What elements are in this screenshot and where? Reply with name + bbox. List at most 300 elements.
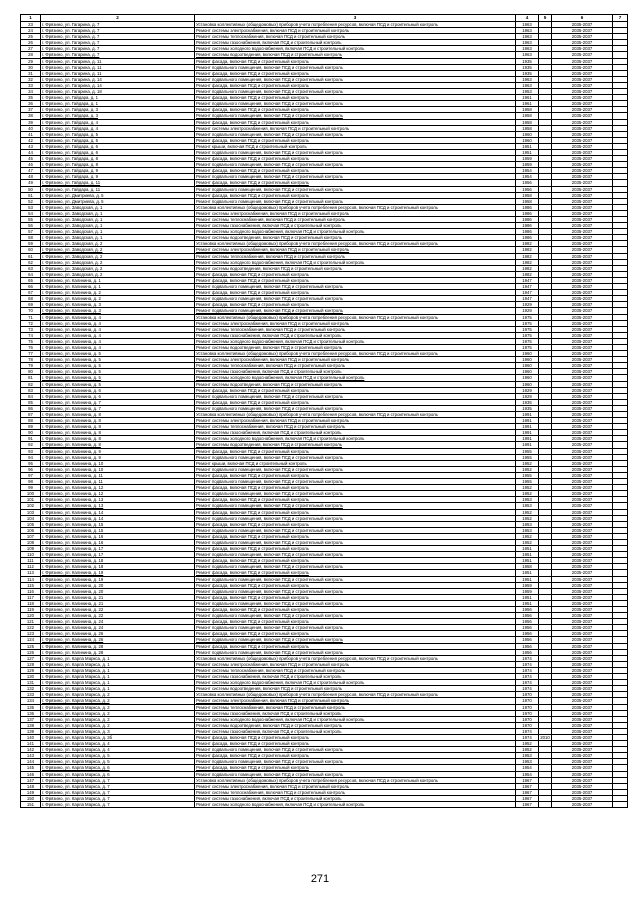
- work-type-cell: Ремонт подвального помещения, включая ПСД и строительный контроль: [195, 405, 516, 411]
- build-year-cell: 1952: [516, 539, 539, 545]
- planned-period-cell: 2035-2037: [552, 686, 613, 692]
- work-type-cell: Ремонт подвального помещения, включая ПСД и строительный контроль: [195, 198, 516, 204]
- row-number: 127: [21, 655, 41, 661]
- address-cell: г. Фрязино, ул. Гайдара, д. 6: [41, 149, 195, 155]
- build-year-cell: 1960: [516, 375, 539, 381]
- work-type-cell: Ремонт системы водоотведения, включая ПСД и строительный контроль: [195, 686, 516, 692]
- build-year-cell: 1970: [516, 716, 539, 722]
- address-cell: г. Фрязино, ул. Калинина, д. 4: [41, 338, 195, 344]
- planned-period-cell: 2035-2037: [552, 503, 613, 509]
- work-type-cell: Ремонт фасада, включая ПСД и строительный контроль: [195, 734, 516, 740]
- row-number: 90: [21, 430, 41, 436]
- address-cell: г. Фрязино, ул. Калинина, д. 8: [41, 430, 195, 436]
- column-header-4: 4: [516, 15, 539, 22]
- row-number: 106: [21, 527, 41, 533]
- address-cell: г. Фрязино, ул. Калинина, д. 4: [41, 344, 195, 350]
- row-number: 135: [21, 704, 41, 710]
- planned-period-cell: 2035-2037: [552, 363, 613, 369]
- row-number: 43: [21, 143, 41, 149]
- row-number: 79: [21, 363, 41, 369]
- address-cell: г. Фрязино, ул. Карла Маркса, д. 4: [41, 747, 195, 753]
- build-year-cell: 1952: [516, 485, 539, 491]
- row-number: 84: [21, 393, 41, 399]
- work-type-cell: Ремонт крыши, включая ПСД и строительный контроль: [195, 460, 516, 466]
- planned-period-cell: 2035-2037: [552, 649, 613, 655]
- work-type-cell: Ремонт подвального помещения, включая ПСД и строительный контроль: [195, 479, 516, 485]
- work-type-cell: Ремонт системы водоотведения, включая ПСД и строительный контроль: [195, 265, 516, 271]
- address-cell: г. Фрязино, ул. Карла Маркса, д. 5: [41, 753, 195, 759]
- build-year-cell: 1991: [516, 442, 539, 448]
- work-type-cell: Ремонт фасада, включая ПСД и строительный контроль: [195, 58, 516, 64]
- address-cell: г. Фрязино, ул. Карла Маркса, д. 1: [41, 655, 195, 661]
- build-year-cell: 1952: [516, 533, 539, 539]
- planned-period-cell: 2035-2037: [552, 802, 613, 808]
- address-cell: г. Фрязино, ул. Карла Маркса, д. 2: [41, 704, 195, 710]
- row-number: 92: [21, 442, 41, 448]
- build-year-cell: 1986: [516, 229, 539, 235]
- work-type-cell: Ремонт подвального помещения, включая ПСД и строительный контроль: [195, 284, 516, 290]
- planned-period-cell: 2035-2037: [552, 588, 613, 594]
- build-year-cell: 1982: [516, 271, 539, 277]
- address-cell: г. Фрязино, ул. Заводская, д. 1: [41, 217, 195, 223]
- work-type-cell: Ремонт подвального помещения, включая ПСД и строительный контроль: [195, 649, 516, 655]
- planned-period-cell: 2035-2037: [552, 448, 613, 454]
- address-cell: г. Фрязино, ул. Гайдара, д. 11: [41, 180, 195, 186]
- work-type-cell: Ремонт системы газоснабжения, включая ПСД и строительный контроль: [195, 430, 516, 436]
- row-number: 27: [21, 46, 41, 52]
- build-year-cell: 1953: [516, 759, 539, 765]
- row-number: 42: [21, 137, 41, 143]
- build-year-cell: 1952: [516, 460, 539, 466]
- build-year-cell: 1963: [516, 34, 539, 40]
- address-cell: г. Фрязино, ул. Калинина, д. 12: [41, 491, 195, 497]
- planned-period-cell: 2035-2037: [552, 527, 613, 533]
- row-number: 86: [21, 405, 41, 411]
- planned-period-cell: 2035-2037: [552, 412, 613, 418]
- address-cell: г. Фрязино, ул. Карла Маркса, д. 5: [41, 759, 195, 765]
- row-number: 67: [21, 290, 41, 296]
- address-cell: г. Фрязино, ул. Гагарина, д. 14: [41, 76, 195, 82]
- row-number: 78: [21, 357, 41, 363]
- row-number: 62: [21, 259, 41, 265]
- row-number: 44: [21, 149, 41, 155]
- address-cell: г. Фрязино, ул. Карла Маркса, д. 7: [41, 777, 195, 783]
- work-type-cell: Ремонт фасада, включая ПСД и строительный контроль: [195, 631, 516, 637]
- address-cell: г. Фрязино, ул. Гайдара, д. 4: [41, 119, 195, 125]
- address-cell: г. Фрязино, ул. Гайдара, д. 9: [41, 168, 195, 174]
- planned-period-cell: 2035-2037: [552, 747, 613, 753]
- build-year-cell: 1956: [516, 649, 539, 655]
- work-type-cell: Ремонт фасада, включая ПСД и строительный контроль: [195, 277, 516, 283]
- planned-period-cell: 2035-2037: [552, 594, 613, 600]
- work-type-cell: Ремонт системы электроснабжения, включая ПСД и строительный контроль: [195, 320, 516, 326]
- planned-period-cell: 2035-2037: [552, 442, 613, 448]
- build-year-cell: 1986: [516, 204, 539, 210]
- row-number: 64: [21, 271, 41, 277]
- build-year-cell: 1959: [516, 582, 539, 588]
- row-number: 111: [21, 558, 41, 564]
- row-number: 31: [21, 70, 41, 76]
- work-type-cell: Ремонт фасада, включая ПСД и строительный контроль: [195, 521, 516, 527]
- build-year-cell: 1961: [516, 101, 539, 107]
- planned-period-cell: 2035-2037: [552, 491, 613, 497]
- planned-period-cell: 2035-2037: [552, 405, 613, 411]
- planned-period-cell: 2035-2037: [552, 22, 613, 28]
- work-type-cell: Ремонт фасада, включая ПСД и строительный контроль: [195, 619, 516, 625]
- address-cell: г. Фрязино, ул. Карла Маркса, д. 1: [41, 680, 195, 686]
- planned-period-cell: 2035-2037: [552, 509, 613, 515]
- row-number: 33: [21, 82, 41, 88]
- row-number: 83: [21, 387, 41, 393]
- planned-period-cell: 2035-2037: [552, 180, 613, 186]
- address-cell: г. Фрязино, ул. Калинина, д. 28: [41, 643, 195, 649]
- row-number: 120: [21, 613, 41, 619]
- address-cell: г. Фрязино, ул. Калинина, д. 18: [41, 558, 195, 564]
- planned-period-cell: 2035-2037: [552, 119, 613, 125]
- build-year-cell: 1958: [516, 125, 539, 131]
- work-type-cell: Ремонт фасада, включая ПСД и строительный контроль: [195, 168, 516, 174]
- build-year-cell: 1975: [516, 320, 539, 326]
- address-cell: г. Фрязино, ул. Калинина, д. 26: [41, 637, 195, 643]
- work-type-cell: Ремонт системы электроснабжения, включая ПСД и строительный контроль: [195, 357, 516, 363]
- row-number: 48: [21, 174, 41, 180]
- address-cell: г. Фрязино, ул. Карла Маркса, д. 1: [41, 686, 195, 692]
- address-cell: г. Фрязино, ул. Заводская, д. 1: [41, 235, 195, 241]
- table-body: [21, 22, 628, 808]
- work-type-cell: Ремонт системы холодного водоснабжения, включая ПСД и строительный контроль: [195, 375, 516, 381]
- build-year-cell: 1951: [516, 149, 539, 155]
- planned-period-cell: 2035-2037: [552, 296, 613, 302]
- row-number: 23: [21, 22, 41, 28]
- build-year-cell: 1991: [516, 430, 539, 436]
- build-year-cell: 1951: [516, 546, 539, 552]
- build-year-cell: 1986: [516, 210, 539, 216]
- work-type-cell: Ремонт подвального помещения, включая ПСД и строительный контроль: [195, 527, 516, 533]
- row-number: 80: [21, 369, 41, 375]
- planned-period-cell: 2035-2037: [552, 539, 613, 545]
- work-type-cell: Ремонт подвального помещения, включая ПСД и строительный контроль: [195, 588, 516, 594]
- repair-year-cell: 2010: [540, 734, 550, 740]
- work-type-cell: Ремонт системы водоотведения, включая ПСД и строительный контроль: [195, 722, 516, 728]
- row-number: 53: [21, 204, 41, 210]
- build-year-cell: 1955: [516, 479, 539, 485]
- address-cell: г. Фрязино, ул. Калинина, д. 21: [41, 600, 195, 606]
- build-year-cell: 1970: [516, 704, 539, 710]
- build-year-cell: 1960: [516, 137, 539, 143]
- build-year-cell: 1986: [516, 235, 539, 241]
- row-number: 129: [21, 667, 41, 673]
- work-type-cell: Ремонт подвального помещения, включая ПСД и строительный контроль: [195, 149, 516, 155]
- planned-period-cell: 2035-2037: [552, 229, 613, 235]
- build-year-cell: 1956: [516, 186, 539, 192]
- address-cell: г. Фрязино, ул. Калинина, д. 11: [41, 472, 195, 478]
- row-number: 50: [21, 186, 41, 192]
- build-year-cell: 1935: [516, 70, 539, 76]
- planned-period-cell: 2035-2037: [552, 107, 613, 113]
- row-number: 82: [21, 381, 41, 387]
- address-cell: г. Фрязино, ул. Калинина, д. 26: [41, 631, 195, 637]
- address-cell: г. Фрязино, ул. Заводская, д. 1: [41, 210, 195, 216]
- build-year-cell: 1935: [516, 399, 539, 405]
- build-year-cell: 1956: [516, 625, 539, 631]
- address-cell: г. Фрязино, ул. Калинина, д. 14: [41, 509, 195, 515]
- planned-period-cell: 2035-2037: [552, 113, 613, 119]
- planned-period-cell: 2035-2037: [552, 582, 613, 588]
- planned-period-cell: 2035-2037: [552, 771, 613, 777]
- work-type-cell: Ремонт фасада, включая ПСД и строительный контроль: [195, 765, 516, 771]
- row-number: 75: [21, 338, 41, 344]
- row-number: 151: [21, 802, 41, 808]
- row-number: 108: [21, 539, 41, 545]
- work-type-cell: Ремонт фасада, включая ПСД и строительный контроль: [195, 399, 516, 405]
- address-cell: г. Фрязино, ул. Калинина, д. 8: [41, 418, 195, 424]
- row-number: 113: [21, 570, 41, 576]
- build-year-cell: 1959: [516, 162, 539, 168]
- row-number: 85: [21, 399, 41, 405]
- address-cell: г. Фрязино, ул. Калинина, д. 2: [41, 296, 195, 302]
- work-type-cell: Ремонт системы газоснабжения, включая ПСД и строительный контроль: [195, 795, 516, 801]
- work-type-cell: Ремонт подвального помещения, включая ПСД и строительный контроль: [195, 76, 516, 82]
- address-cell: г. Фрязино, ул. Заводская, д. 1: [41, 229, 195, 235]
- row-number: 58: [21, 235, 41, 241]
- row-number: 65: [21, 277, 41, 283]
- planned-period-cell: 2035-2037: [552, 34, 613, 40]
- row-number: 101: [21, 497, 41, 503]
- work-type-cell: Ремонт системы теплоснабжения, включая ПСД и строительный контроль: [195, 704, 516, 710]
- column-header-5: 5: [539, 15, 552, 22]
- address-cell: г. Фрязино, ул. Карла Маркса, д. 2: [41, 698, 195, 704]
- planned-period-cell: 2035-2037: [552, 698, 613, 704]
- row-number: 37: [21, 107, 41, 113]
- planned-period-cell: 2035-2037: [552, 795, 613, 801]
- address-cell: г. Фрязино, ул. Заводская, д. 2: [41, 241, 195, 247]
- address-cell: г. Фрязино, ул. Калинина, д. 5: [41, 369, 195, 375]
- work-type-cell: Установка коллективных (общедомовых) приборов учета потребления ресурсов, включая ПСД и строительный контроль: [195, 314, 516, 320]
- work-type-cell: Ремонт системы теплоснабжения, включая ПСД и строительный контроль: [195, 789, 516, 795]
- planned-period-cell: 2035-2037: [552, 204, 613, 210]
- work-type-cell: Ремонт подвального помещения, включая ПСД и строительный контроль: [195, 613, 516, 619]
- work-type-cell: Ремонт системы газоснабжения, включая ПСД и строительный контроль: [195, 674, 516, 680]
- address-cell: г. Фрязино, ул. Калинина, д. 1: [41, 284, 195, 290]
- address-cell: г. Фрязино, ул. Калинина, д. 15: [41, 527, 195, 533]
- planned-period-cell: 2035-2037: [552, 722, 613, 728]
- repair-year-cell: [539, 802, 552, 808]
- work-type-cell: Установка коллективных (общедомовых) приборов учета потребления ресурсов, включая ПСД и строительный контроль: [195, 412, 516, 418]
- build-year-cell: 1982: [516, 247, 539, 253]
- work-type-cell: Ремонт фасада, включая ПСД и строительный контроль: [195, 497, 516, 503]
- build-year-cell: 1951: [516, 552, 539, 558]
- row-number: 119: [21, 607, 41, 613]
- build-year-cell: 1953: [516, 521, 539, 527]
- planned-period-cell: 2035-2037: [552, 515, 613, 521]
- address-cell: г. Фрязино, ул. Калинина, д. 15: [41, 521, 195, 527]
- work-type-cell: Ремонт фасада, включая ПСД и строительный контроль: [195, 582, 516, 588]
- build-year-cell: 1974: [516, 686, 539, 692]
- address-cell: г. Фрязино, ул. Гагарина, д. 7: [41, 40, 195, 46]
- address-cell: г. Фрязино, ул. Калинина, д. 4: [41, 320, 195, 326]
- empty-cell: [613, 802, 628, 808]
- build-year-cell: 1986: [516, 217, 539, 223]
- build-year-cell: 1963: [516, 76, 539, 82]
- build-year-cell: 1954: [516, 771, 539, 777]
- column-header-3: 3: [195, 15, 516, 22]
- row-number: 116: [21, 588, 41, 594]
- row-number: 95: [21, 460, 41, 466]
- row-number: 76: [21, 344, 41, 350]
- planned-period-cell: 2035-2037: [552, 259, 613, 265]
- address-cell: г. Фрязино, ул. Калинина, д. 5: [41, 375, 195, 381]
- planned-period-cell: 2035-2037: [552, 643, 613, 649]
- work-type-cell: Ремонт фасада, включая ПСД и строительный контроль: [195, 570, 516, 576]
- planned-period-cell: 2035-2037: [552, 375, 613, 381]
- address-cell: г. Фрязино, ул. Гайдара, д. 3: [41, 113, 195, 119]
- planned-period-cell: 2035-2037: [552, 156, 613, 162]
- row-number: 69: [21, 302, 41, 308]
- address-cell: г. Фрязино, ул. Гагарина, д. 11: [41, 64, 195, 70]
- work-type-cell: Ремонт подвального помещения, включая ПСД и строительный контроль: [195, 576, 516, 582]
- work-type-cell: Ремонт фасада, включая ПСД и строительный контроль: [195, 558, 516, 564]
- row-number: 24: [21, 28, 41, 34]
- build-year-cell: 1974: [516, 734, 539, 740]
- work-type-cell: Ремонт системы водоотведения, включая ПСД и строительный контроль: [195, 442, 516, 448]
- column-header-6: 6: [552, 15, 613, 22]
- work-type-cell: Установка коллективных (общедомовых) приборов учета потребления ресурсов, включая ПСД и строительный контроль: [195, 351, 516, 357]
- row-number: 125: [21, 643, 41, 649]
- build-year-cell: 1959: [516, 588, 539, 594]
- work-type-cell: Ремонт подвального помещения, включая ПСД и строительный контроль: [195, 186, 516, 192]
- address-cell: г. Фрязино, ул. Калинина, д. 21: [41, 594, 195, 600]
- row-number: 89: [21, 424, 41, 430]
- planned-period-cell: 2035-2037: [552, 308, 613, 314]
- planned-period-cell: 2035-2037: [552, 125, 613, 131]
- build-year-cell: 1952: [516, 747, 539, 753]
- build-year-cell: 1951: [516, 143, 539, 149]
- build-year-cell: 1982: [516, 265, 539, 271]
- build-year-cell: 1929: [516, 302, 539, 308]
- build-year-cell: 1991: [516, 436, 539, 442]
- row-number: 112: [21, 564, 41, 570]
- address-cell: г. Фрязино, ул. Карла Маркса, д. 4: [41, 741, 195, 747]
- row-number: 117: [21, 594, 41, 600]
- row-number: 46: [21, 162, 41, 168]
- work-type-cell: Ремонт подвального помещения, включая ПСД и строительный контроль: [195, 515, 516, 521]
- work-type-cell: Ремонт системы теплоснабжения, включая ПСД и строительный контроль: [195, 326, 516, 332]
- address-cell: г. Фрязино, ул. Калинина, д. 4: [41, 314, 195, 320]
- work-type-cell: Ремонт системы газоснабжения, включая ПСД и строительный контроль: [195, 369, 516, 375]
- planned-period-cell: 2035-2037: [552, 759, 613, 765]
- build-year-cell: 1951: [516, 558, 539, 564]
- build-year-cell: 1947: [516, 290, 539, 296]
- build-year-cell: 1929: [516, 393, 539, 399]
- row-number: 38: [21, 113, 41, 119]
- address-cell: г. Фрязино, ул. Калинина, д. 20: [41, 582, 195, 588]
- work-type-cell: Ремонт подвального помещения, включая ПСД и строительный контроль: [195, 759, 516, 765]
- work-type-cell: Ремонт подвального помещения, включая ПСД и строительный контроль: [195, 101, 516, 107]
- row-number: 118: [21, 600, 41, 606]
- row-number: 52: [21, 198, 41, 204]
- table-row: [21, 802, 628, 808]
- build-year-cell: 1960: [516, 351, 539, 357]
- planned-period-cell: 2035-2037: [552, 631, 613, 637]
- planned-period-cell: 2035-2037: [552, 399, 613, 405]
- row-number: 71: [21, 314, 41, 320]
- work-type-cell: Ремонт подвального помещения, включая ПСД и строительный контроль: [195, 454, 516, 460]
- address-cell: г. Фрязино, ул. Гагарина, д. 18: [41, 89, 195, 95]
- address-cell: г. Фрязино, ул. Гайдара, д. 5: [41, 131, 195, 137]
- work-type-cell: Установка коллективных (общедомовых) приборов учета потребления ресурсов, включая ПСД и строительный контроль: [195, 22, 516, 28]
- address-cell: г. Фрязино, ул. Калинина, д. 3: [41, 302, 195, 308]
- work-type-cell: Ремонт системы электроснабжения, включая ПСД и строительный контроль: [195, 661, 516, 667]
- work-type-cell: Ремонт фасада, включая ПСД и строительный контроль: [195, 156, 516, 162]
- planned-period-cell: 2035-2037: [552, 734, 613, 740]
- work-type-cell: Ремонт фасада, включая ПСД и строительный контроль: [195, 192, 516, 198]
- row-number: 57: [21, 229, 41, 235]
- planned-period-cell: 2035-2037: [552, 692, 613, 698]
- address-cell: г. Фрязино, ул. Гагарина, д. 11: [41, 70, 195, 76]
- row-number: 145: [21, 765, 41, 771]
- work-type-cell: Ремонт фасада, включая ПСД и строительный контроль: [195, 533, 516, 539]
- planned-period-cell: 2035-2037: [552, 472, 613, 478]
- row-number: 81: [21, 375, 41, 381]
- work-type-cell: Ремонт подвального помещения, включая ПСД и строительный контроль: [195, 625, 516, 631]
- work-type-cell: Ремонт системы газоснабжения, включая ПСД и строительный контроль: [195, 728, 516, 734]
- address-cell: г. Фрязино, ул. Гайдара, д. 4: [41, 125, 195, 131]
- address-cell: г. Фрязино, ул. Калинина, д. 4: [41, 332, 195, 338]
- work-type-cell: Ремонт фасада, включая ПСД и строительный контроль: [195, 70, 516, 76]
- build-year-cell: 1953: [516, 527, 539, 533]
- work-type-cell: Ремонт подвального помещения, включая ПСД и строительный контроль: [195, 113, 516, 119]
- work-type-cell: Ремонт фасада, включая ПСД и строительный контроль: [195, 753, 516, 759]
- address-cell: г. Фрязино, ул. Карла Маркса, д. 2: [41, 692, 195, 698]
- work-type-cell: Ремонт системы водоотведения, включая ПСД и строительный контроль: [195, 381, 516, 387]
- row-number: 96: [21, 466, 41, 472]
- planned-period-cell: 2035-2037: [552, 28, 613, 34]
- planned-period-cell: 2035-2037: [552, 777, 613, 783]
- build-year-cell: 1991: [516, 412, 539, 418]
- work-type-cell: Ремонт подвального помещения, включая ПСД и строительный контроль: [195, 131, 516, 137]
- row-number: 110: [21, 552, 41, 558]
- build-year-cell: 1935: [516, 64, 539, 70]
- planned-period-cell: 2035-2037: [552, 655, 613, 661]
- planned-period-cell: 2035-2037: [552, 265, 613, 271]
- build-year-cell: 1986: [516, 223, 539, 229]
- planned-period-cell: 2035-2037: [552, 424, 613, 430]
- row-number: 123: [21, 631, 41, 637]
- address-cell: г. Фрязино, ул. Калинина, д. 18: [41, 564, 195, 570]
- planned-period-cell: 2035-2037: [552, 70, 613, 76]
- address-cell: г. Фрязино, ул. Калинина, д. 8: [41, 424, 195, 430]
- row-number: 93: [21, 448, 41, 454]
- address-cell: г. Фрязино, ул. Калинина, д. 4: [41, 326, 195, 332]
- address-cell: г. Фрязино, ул. Гагарина, д. 11: [41, 58, 195, 64]
- planned-period-cell: 2035-2037: [552, 716, 613, 722]
- planned-period-cell: 2035-2037: [552, 320, 613, 326]
- build-year-cell: 1991: [516, 418, 539, 424]
- build-year-cell: 1956: [516, 619, 539, 625]
- row-number: 74: [21, 332, 41, 338]
- row-number: 105: [21, 521, 41, 527]
- planned-period-cell: 2035-2037: [552, 76, 613, 82]
- planned-period-cell: 2035-2037: [552, 533, 613, 539]
- row-number: 147: [21, 777, 41, 783]
- address-cell: г. Фрязино, ул. Калинина, д. 5: [41, 363, 195, 369]
- planned-period-cell: 2035-2037: [552, 485, 613, 491]
- planned-period-cell: 2035-2037: [552, 741, 613, 747]
- row-number: 124: [21, 637, 41, 643]
- row-number: 49: [21, 180, 41, 186]
- planned-period-cell: 2035-2037: [552, 192, 613, 198]
- address-cell: г. Фрязино, ул. Дмитриева, д. 5: [41, 198, 195, 204]
